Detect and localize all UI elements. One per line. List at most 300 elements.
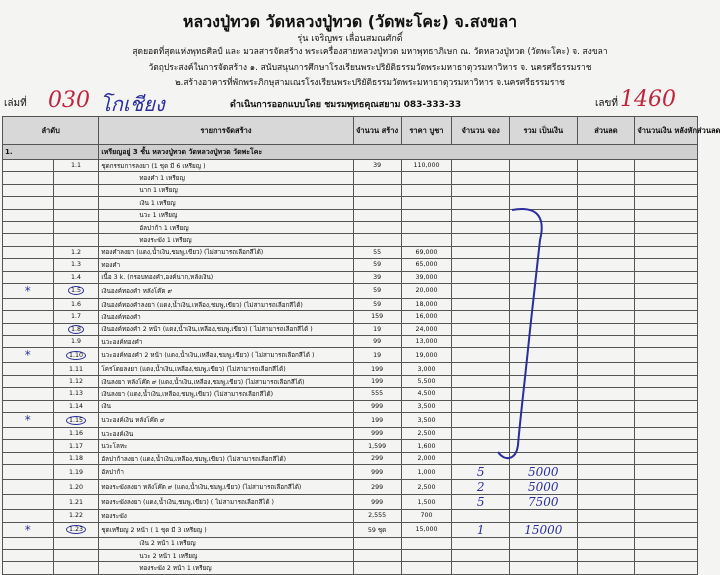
- row-net: [635, 209, 698, 221]
- table-row: [3, 271, 698, 283]
- table-row: [3, 465, 698, 480]
- row-booked: [452, 549, 510, 561]
- row-net: [635, 336, 698, 348]
- row-number: [53, 221, 99, 233]
- row-number: 1.21: [53, 495, 99, 510]
- row-discount: [577, 209, 635, 221]
- row-qty: 999: [353, 400, 401, 412]
- order-table: [2, 116, 720, 575]
- row-price: [401, 234, 452, 246]
- row-number: [53, 283, 99, 298]
- row-number: 1.18: [53, 452, 99, 464]
- row-number: 1.2: [53, 246, 99, 258]
- row-qty: [353, 562, 401, 574]
- row-number: [53, 549, 99, 561]
- row-qty: 59: [353, 283, 401, 298]
- row-booked: [452, 440, 510, 452]
- col-header-booked: จำนวน จอง: [452, 117, 510, 145]
- row-discount: [577, 537, 635, 549]
- row-booked: [452, 271, 510, 283]
- row-net: [635, 311, 698, 323]
- row-discount: [577, 400, 635, 412]
- row-item: เงินองค์ทองคำ หลังโค๊ต ๙: [99, 283, 353, 298]
- row-mark: [3, 271, 54, 283]
- row-price: 19,000: [401, 348, 452, 363]
- row-qty: 199: [353, 363, 401, 375]
- table-row: [3, 549, 698, 561]
- row-item: เงินลงยา (แดง,น้ำเงิน,เหลือง,ชมพู,เขียว) (ไม่สามารถเลือกสีได้): [99, 388, 353, 400]
- row-price: 1,000: [401, 465, 452, 480]
- row-number: [53, 209, 99, 221]
- row-mark: [3, 160, 54, 172]
- row-mark: [3, 452, 54, 464]
- row-discount: [577, 480, 635, 495]
- intro-line-1: สุดยอดที่สุดแห่งพุทธศิลป์ และ มวลสารจัดสร้าง พระเครื่องสายหลวงปู่ทวด มหาพุทธาภิเษก ณ. วัดหลวงปู่ทวด (วัดพะโคะ) จ. สงขลา: [132, 47, 608, 57]
- row-price: 4,500: [401, 388, 452, 400]
- row-net: [635, 234, 698, 246]
- table-row: [3, 311, 698, 323]
- row-number: 1.22: [53, 510, 99, 522]
- row-mark: [3, 363, 54, 375]
- row-mark: [3, 537, 54, 549]
- row-number: [53, 234, 99, 246]
- row-booked: 2: [452, 480, 510, 495]
- row-booked: [452, 197, 510, 209]
- row-booked: [452, 452, 510, 464]
- row-number: 1.17: [53, 440, 99, 452]
- row-discount: [577, 495, 635, 510]
- row-item: นวะองค์เงิน: [99, 428, 353, 440]
- row-total: [510, 259, 577, 271]
- row-number: 1.4: [53, 271, 99, 283]
- row-booked: [452, 348, 510, 363]
- row-item: เงิน 1 เหรียญ: [99, 197, 353, 209]
- row-number: 1.16: [53, 428, 99, 440]
- serial-number-handwritten: 1460: [620, 87, 676, 112]
- row-discount: [577, 413, 635, 428]
- row-qty: 59 ชุด: [353, 522, 401, 537]
- col-header-qty: จำนวน สร้าง: [353, 117, 401, 145]
- row-qty: 999: [353, 495, 401, 510]
- row-qty: 199: [353, 375, 401, 387]
- row-total: [510, 549, 577, 561]
- table-row: [3, 388, 698, 400]
- row-qty: 199: [353, 413, 401, 428]
- row-item: ทองระฆังลงยา (แดง,น้ำเงิน,ชมพู,เขียว) ( ไม่สามารถเลือกสีได้ ): [99, 495, 353, 510]
- row-price: 1,600: [401, 440, 452, 452]
- row-total: [510, 363, 577, 375]
- section-row: [3, 145, 698, 160]
- row-discount: [577, 363, 635, 375]
- row-qty: 299: [353, 480, 401, 495]
- table-row: [3, 522, 698, 537]
- row-total: [510, 348, 577, 363]
- row-discount: [577, 510, 635, 522]
- table-row: [3, 510, 698, 522]
- row-qty: 555: [353, 388, 401, 400]
- row-net: [635, 246, 698, 258]
- row-number: [53, 323, 99, 335]
- row-mark: [3, 480, 54, 495]
- row-total: [510, 388, 577, 400]
- row-qty: 59: [353, 259, 401, 271]
- row-qty: 59: [353, 298, 401, 310]
- row-total: [510, 537, 577, 549]
- row-discount: [577, 323, 635, 335]
- row-number: [53, 172, 99, 184]
- row-discount: [577, 336, 635, 348]
- row-total: [510, 440, 577, 452]
- row-mark: [3, 510, 54, 522]
- row-price: 3,500: [401, 400, 452, 412]
- row-net: [635, 452, 698, 464]
- col-header-item: รายการจัดสร้าง: [99, 117, 353, 145]
- row-discount: [577, 298, 635, 310]
- table-row: [3, 480, 698, 495]
- row-number: 1.1: [53, 160, 99, 172]
- row-item: นวะ 1 เหรียญ: [99, 209, 353, 221]
- row-discount: [577, 311, 635, 323]
- row-number: [53, 197, 99, 209]
- table-row: [3, 413, 698, 428]
- circled-row-number: 1.23: [66, 525, 86, 534]
- table-row: [3, 246, 698, 258]
- row-booked: [452, 209, 510, 221]
- row-net: [635, 400, 698, 412]
- row-net: [635, 440, 698, 452]
- table-row: [3, 184, 698, 196]
- row-price: 69,000: [401, 246, 452, 258]
- row-booked: [452, 388, 510, 400]
- row-qty: [353, 221, 401, 233]
- row-item: นวะโลหะ: [99, 440, 353, 452]
- row-net: [635, 283, 698, 298]
- customer-name-handwritten: โกเชียง: [100, 92, 165, 116]
- circled-row-number: 1.5: [68, 286, 84, 295]
- row-price: 39,000: [401, 271, 452, 283]
- row-net: [635, 197, 698, 209]
- row-booked: [452, 221, 510, 233]
- row-booked: [452, 283, 510, 298]
- table-row: [3, 375, 698, 387]
- row-total: [510, 197, 577, 209]
- row-price: [401, 549, 452, 561]
- table-row: [3, 323, 698, 335]
- row-net: [635, 549, 698, 561]
- row-booked: 1: [452, 522, 510, 537]
- row-total: [510, 298, 577, 310]
- row-mark: [3, 400, 54, 412]
- row-price: [401, 537, 452, 549]
- row-qty: 999: [353, 428, 401, 440]
- row-discount: [577, 428, 635, 440]
- row-price: 5,500: [401, 375, 452, 387]
- row-booked: [452, 311, 510, 323]
- row-mark: [3, 388, 54, 400]
- row-discount: [577, 522, 635, 537]
- row-mark: [3, 209, 54, 221]
- row-item: เนื้อ 3 k. (กรอบทองคำ,องค์นาก,หลังเงิน): [99, 271, 353, 283]
- table-header-row: [3, 117, 698, 145]
- row-discount: [577, 271, 635, 283]
- row-discount: [577, 246, 635, 258]
- row-item: ทองระฆัง 2 หน้า 1 เหรียญ: [99, 562, 353, 574]
- row-net: [635, 480, 698, 495]
- row-booked: [452, 428, 510, 440]
- row-mark: [3, 184, 54, 196]
- row-price: [401, 221, 452, 233]
- row-price: 2,500: [401, 480, 452, 495]
- row-net: [635, 465, 698, 480]
- row-item: เงินลงยา หลังโค๊ต ๙ (แดง,น้ำเงิน,เหลือง,ชมพู,เขียว) (ไม่สามารถเลือกสีได้): [99, 375, 353, 387]
- row-booked: [452, 562, 510, 574]
- row-mark: *: [3, 348, 54, 363]
- row-price: [401, 184, 452, 196]
- row-net: [635, 495, 698, 510]
- row-net: [635, 271, 698, 283]
- table-row: [3, 537, 698, 549]
- row-total: [510, 311, 577, 323]
- row-net: [635, 348, 698, 363]
- row-item: ทองคำ: [99, 259, 353, 271]
- row-booked: [452, 400, 510, 412]
- row-mark: [3, 440, 54, 452]
- row-price: 13,000: [401, 336, 452, 348]
- row-net: [635, 172, 698, 184]
- row-discount: [577, 348, 635, 363]
- row-price: [401, 209, 452, 221]
- row-total: [510, 323, 577, 335]
- row-price: [401, 562, 452, 574]
- row-total: [510, 283, 577, 298]
- circled-row-number: 1.10: [66, 351, 86, 360]
- row-number: 1.3: [53, 259, 99, 271]
- row-mark: [3, 375, 54, 387]
- row-price: 15,000: [401, 522, 452, 537]
- row-mark: [3, 172, 54, 184]
- row-qty: 299: [353, 452, 401, 464]
- row-mark: [3, 234, 54, 246]
- row-item: นวะองค์ทองคำ 2 หน้า (แดง,น้ำเงิน,เหลือง,ชมพู,เขียว) ( ไม่สามารถเลือกสีได้ ): [99, 348, 353, 363]
- col-header-total: รวม เป็นเงิน: [510, 117, 577, 145]
- row-number: 1.12: [53, 375, 99, 387]
- row-total: [510, 336, 577, 348]
- table-row: [3, 234, 698, 246]
- row-number: [53, 537, 99, 549]
- row-total: [510, 400, 577, 412]
- row-number: [53, 522, 99, 537]
- row-number: 1.13: [53, 388, 99, 400]
- row-item: ชุดเหรียญ 2 หน้า ( 1 ชุด มี 3 เหรียญ ): [99, 522, 353, 537]
- table-row: [3, 283, 698, 298]
- table-row: [3, 400, 698, 412]
- row-total: [510, 172, 577, 184]
- row-item: เงิน: [99, 400, 353, 412]
- row-item: อัลปาก้า: [99, 465, 353, 480]
- row-qty: 2,555: [353, 510, 401, 522]
- row-net: [635, 221, 698, 233]
- row-mark: *: [3, 522, 54, 537]
- row-booked: 5: [452, 465, 510, 480]
- row-mark: *: [3, 413, 54, 428]
- row-item: ทองคำ 1 เหรียญ: [99, 172, 353, 184]
- col-header-discount: ส่วนลด: [577, 117, 635, 145]
- row-item: อัลปาก้า 1 เหรียญ: [99, 221, 353, 233]
- row-price: 2,000: [401, 452, 452, 464]
- row-discount: [577, 549, 635, 561]
- row-price: [401, 197, 452, 209]
- row-booked: [452, 246, 510, 258]
- row-number: 1.7: [53, 311, 99, 323]
- row-qty: 159: [353, 311, 401, 323]
- row-number: [53, 562, 99, 574]
- row-net: [635, 375, 698, 387]
- row-qty: [353, 549, 401, 561]
- col-header-net: จำนวนเงิน หลังหักส่วนลด: [635, 117, 698, 145]
- row-total: [510, 510, 577, 522]
- table-row: [3, 452, 698, 464]
- row-discount: [577, 160, 635, 172]
- row-total: [510, 428, 577, 440]
- row-qty: [353, 197, 401, 209]
- row-mark: *: [3, 283, 54, 298]
- row-total: 5000: [510, 465, 577, 480]
- row-mark: [3, 465, 54, 480]
- row-net: [635, 537, 698, 549]
- row-price: 24,000: [401, 323, 452, 335]
- table-row: [3, 336, 698, 348]
- col-header-no: ลำดับ: [3, 117, 99, 145]
- row-qty: 19: [353, 323, 401, 335]
- row-total: 5000: [510, 480, 577, 495]
- row-price: 16,000: [401, 311, 452, 323]
- row-qty: 55: [353, 246, 401, 258]
- row-discount: [577, 221, 635, 233]
- row-total: [510, 246, 577, 258]
- row-mark: [3, 221, 54, 233]
- table-row: [3, 259, 698, 271]
- row-qty: 19: [353, 348, 401, 363]
- row-mark: [3, 298, 54, 310]
- row-qty: 1,599: [353, 440, 401, 452]
- row-item: ทองระฆัง: [99, 510, 353, 522]
- row-booked: [452, 413, 510, 428]
- row-price: 2,500: [401, 428, 452, 440]
- row-discount: [577, 184, 635, 196]
- row-total: 15000: [510, 522, 577, 537]
- row-number: [53, 413, 99, 428]
- row-qty: [353, 184, 401, 196]
- row-booked: [452, 259, 510, 271]
- row-price: 1,500: [401, 495, 452, 510]
- row-mark: [3, 197, 54, 209]
- producer-line: ดำเนินการออกแบบโดย ชมรมพุทธคุณสยาม 083-333-33: [230, 100, 462, 110]
- table-row: [3, 298, 698, 310]
- row-price: 18,000: [401, 298, 452, 310]
- table-row: [3, 197, 698, 209]
- row-number: 1.20: [53, 480, 99, 495]
- row-qty: [353, 234, 401, 246]
- table-row: [3, 428, 698, 440]
- row-item: เงินองค์ทองคำลงยา (แดง,น้ำเงิน,เหลือง,ชมพู,เขียว) (ไม่สามารถเลือกสีได้): [99, 298, 353, 310]
- row-price: 3,000: [401, 363, 452, 375]
- row-item: เงินองค์ทองคำ: [99, 311, 353, 323]
- row-qty: [353, 537, 401, 549]
- col-header-price: ราคา บูชา: [401, 117, 452, 145]
- row-number: [53, 348, 99, 363]
- table-row: [3, 363, 698, 375]
- row-mark: [3, 246, 54, 258]
- row-total: [510, 209, 577, 221]
- table-row: [3, 440, 698, 452]
- row-item: นวะองค์เงิน หลังโค๊ต ๙: [99, 413, 353, 428]
- row-discount: [577, 234, 635, 246]
- row-booked: [452, 323, 510, 335]
- row-booked: [452, 510, 510, 522]
- row-total: [510, 234, 577, 246]
- row-mark: [3, 495, 54, 510]
- row-number: 1.19: [53, 465, 99, 480]
- table-row: [3, 160, 698, 172]
- row-discount: [577, 452, 635, 464]
- row-item: นวะ 2 หน้า 1 เหรียญ: [99, 549, 353, 561]
- serial-number-label: เลขที่: [595, 98, 618, 109]
- row-booked: [452, 160, 510, 172]
- row-total: [510, 221, 577, 233]
- row-net: [635, 413, 698, 428]
- row-item: ทองคำลงยา (แดง,น้ำเงิน,ชมพู,เขียว) (ไม่สามารถเลือกสีได้): [99, 246, 353, 258]
- circled-row-number: 1.15: [66, 416, 86, 425]
- row-booked: 5: [452, 495, 510, 510]
- row-mark: [3, 323, 54, 335]
- row-discount: [577, 388, 635, 400]
- row-discount: [577, 440, 635, 452]
- row-discount: [577, 172, 635, 184]
- row-number: 1.14: [53, 400, 99, 412]
- table-row: [3, 221, 698, 233]
- row-price: 65,000: [401, 259, 452, 271]
- row-price: 110,000: [401, 160, 452, 172]
- row-net: [635, 562, 698, 574]
- row-total: [510, 452, 577, 464]
- table-row: [3, 209, 698, 221]
- intro-line-3: ๒.สร้างอาคารที่พักพระภิกษุสามเณรโรงเรียนพระปริยัติธรรมวัดพระมหาธาตุวรมหาวิหาร จ.นครศรีธรรมราช: [175, 78, 565, 88]
- row-price: [401, 172, 452, 184]
- row-item: เงินองค์ทองคำ 2 หน้า (แดง,น้ำเงิน,เหลือง,ชมพู,เขียว) ( ไม่สามารถเลือกสีได้ ): [99, 323, 353, 335]
- row-net: [635, 363, 698, 375]
- row-booked: [452, 537, 510, 549]
- row-price: 20,000: [401, 283, 452, 298]
- row-discount: [577, 283, 635, 298]
- table-row: [3, 562, 698, 574]
- row-discount: [577, 465, 635, 480]
- row-mark: [3, 428, 54, 440]
- table-row: [3, 495, 698, 510]
- row-discount: [577, 259, 635, 271]
- book-info-row: [0, 87, 700, 116]
- row-booked: [452, 234, 510, 246]
- row-discount: [577, 562, 635, 574]
- row-net: [635, 298, 698, 310]
- row-booked: [452, 298, 510, 310]
- form-title: หลวงปู่ทวด วัดหลวงปู่ทวด (วัดพะโคะ) จ.สงขลา: [182, 12, 518, 31]
- row-qty: 999: [353, 465, 401, 480]
- row-mark: [3, 311, 54, 323]
- row-item: นวะองค์ทองคำ: [99, 336, 353, 348]
- row-net: [635, 428, 698, 440]
- book-number-handwritten: 030: [48, 88, 90, 113]
- row-qty: 39: [353, 160, 401, 172]
